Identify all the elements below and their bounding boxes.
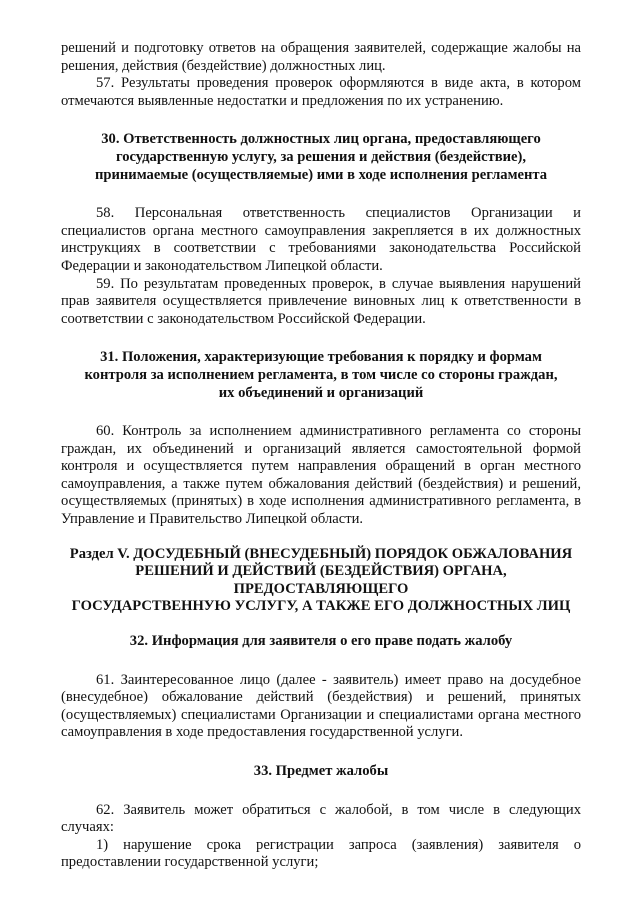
section-v-line-1: Раздел V. ДОСУДЕБНЫЙ (ВНЕСУДЕБНЫЙ) ПОРЯДОК ОБЖАЛОВАНИЯ (69, 545, 573, 562)
heading-33: 33. Предмет жалобы (253, 763, 389, 779)
paragraph-58: 58. Персональная ответственность специалистов Организации и специалистов органа местного самоуправления закрепляется в их должностных инструкциях в соответствии с требованиями законодательства Российской Федерации и законодательством Липецкой области. (61, 205, 581, 274)
section-v-line-2: РЕШЕНИЙ И ДЕЙСТВИЙ (БЕЗДЕЙСТВИЯ) ОРГАНА, (135, 563, 507, 580)
paragraph-57: 57. Результаты проведения проверок оформляются в виде акта, в котором отмечаются выявленные недостатки и предложения по их устранению. (61, 75, 581, 109)
heading-30: 30. Ответственность должностных лиц органа, предоставляющего государственную услугу, за решения и действия (бездействие), принимаемые (осуществляемые) ими в ходе исполнения регламента (94, 131, 548, 183)
paragraph-continuation: решений и подготовку ответов на обращения заявителей, содержащие жалобы на решения, действия (бездействие) должностных лиц. (61, 40, 581, 74)
paragraph-62: 62. Заявитель может обратиться с жалобой, в том числе в следующих случаях: (61, 801, 581, 836)
list-item-1: 1) нарушение срока регистрации запроса (заявления) заявителя о предоставлении государственной услуги; (61, 836, 581, 871)
heading-31: 31. Положения, характеризующие требования к порядку и формам контроля за исполнением регламента, в том числе со стороны граждан, их объединений и организаций (84, 349, 558, 401)
section-v-line-3: ПРЕДОСТАВЛЯЮЩЕГО (233, 580, 409, 597)
section-v-heading (61, 546, 581, 616)
paragraph-61: 61. Заинтересованное лицо (далее - заявитель) имеет право на досудебное (внесудебное) обжалование действий (бездействия) и решений, принятых (осуществляемых) специалистами Организации и специалистами органа местного самоуправления в ходе предоставления государственной услуги. (61, 671, 581, 741)
paragraph-59: 59. По результатам проведенных проверок, в случае выявления нарушений прав заявителя осуществляется привлечение виновных лиц к ответственности в соответствии с законодательством Российской Федерации. (61, 275, 581, 327)
section-v-line-4: ГОСУДАРСТВЕННУЮ УСЛУГУ, А ТАКЖЕ ЕГО ДОЛЖНОСТНЫХ ЛИЦ (71, 598, 571, 615)
heading-32: 32. Информация для заявителя о его праве подать жалобу (129, 633, 513, 650)
paragraph-60: 60. Контроль за исполнением административного регламента со стороны граждан, их объединений и организаций является самостоятельной формой контроля и осуществляется путем направления обращений в орган местного самоуправления, а также путем обжалования действий (бездействия) и решений, осуществляемых (принятых) в ходе исполнения административного регламента, в Управление и Правительство Липецкой области. (61, 423, 581, 528)
